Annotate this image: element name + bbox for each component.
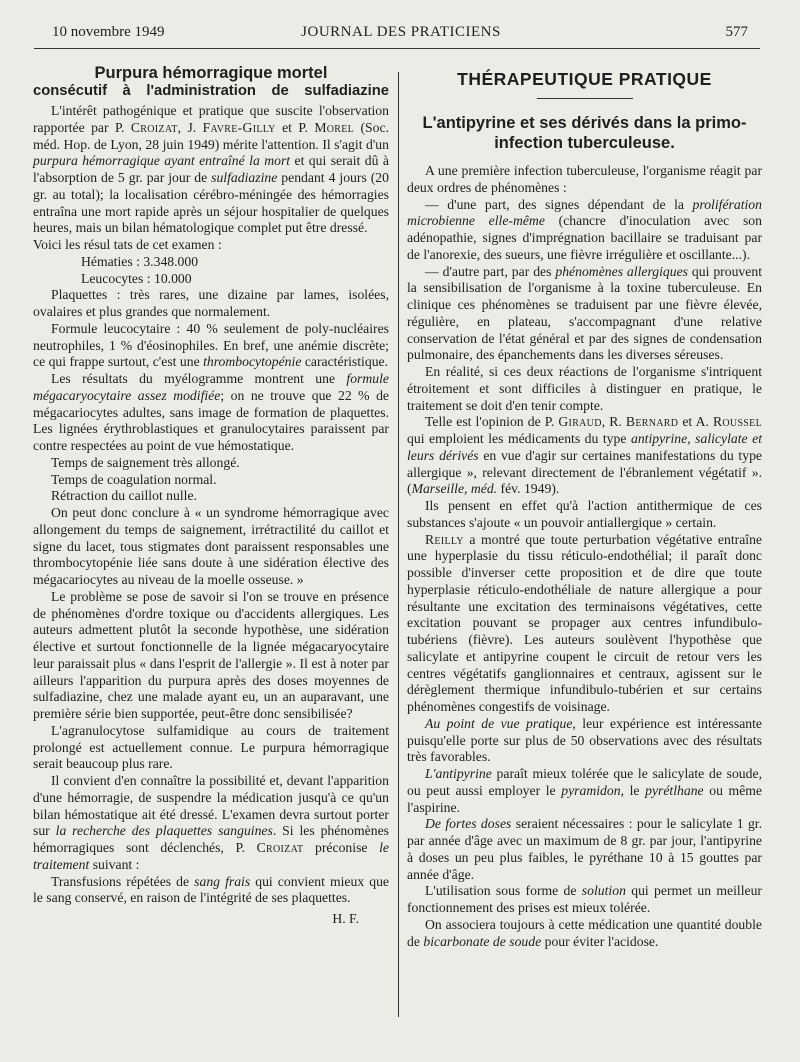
- right-column-article: [407, 64, 762, 950]
- right-paragraph-12: On associera toujours à cette médication une quantité double de bicarbonate de soude pour éviter l'acidose.: [407, 916, 762, 949]
- left-paragraph-6: Temps de saignement très allongé.: [51, 454, 240, 470]
- right-paragraph-1: A une première infection tuberculeuse, l'organisme réagit par deux ordres de phénomènes :: [407, 163, 762, 195]
- left-signature: H. F.: [332, 911, 359, 926]
- left-article-title: Purpura hémorragique mortel: [94, 64, 328, 82]
- header-journal-title: JOURNAL DES PRATICIENS: [301, 24, 501, 40]
- left-paragraph-4: Formule leucocytaire : 40 % seulement de poly-nucléaires neutrophiles, 1 % d'éosinophiles. En bref, une anémie discrète; ce qui frappe surtout, c'est une thrombocytopénie caractéristique.: [33, 320, 389, 370]
- right-paragraph-7: Reilly a montré que toute perturbation végétative entraîne une hyperplasie du tissu réticulo-endothélial; il paraît donc possible d'inverser cette proposition et de dire que toute hyperplasie réticulo-endothéliale de nature allergique a pour résultante une excitation des terminaisons végétatives, cette excitation pouvant se propager aux centres infundibulo-tubériens (fièvre). Les auteurs soulèvent l'hypothèse que salicylate et antipyrine coupent le circuit de retour vers les centres végétatifs ganglionnaires et centraux, agissent sur le dérèglement thermique infundibulo-tubérien et sur certains phénomènes congestifs de voisinage.: [407, 531, 762, 714]
- right-paragraph-2: — d'une part, des signes dépendant de la prolifération microbienne elle-même (chancre d'inoculation avec son adénopathie, signes d'imprégnation bacillaire se traduisant par de l'anorexie, des sueurs, une fièvre irrégulière et oscillante...).: [407, 196, 762, 262]
- left-paragraph-3: Plaquettes : très rares, une dizaine par lames, isolées, ovalaires et plus grandes que normalement.: [33, 287, 389, 319]
- left-hematies: Hématies : 3.348.000: [81, 253, 199, 269]
- right-article-title: L'antipyrine et ses dérivés dans la primo-infection tuberculeuse.: [422, 114, 747, 152]
- section-rule: [537, 98, 633, 99]
- right-paragraph-5: Telle est l'opinion de P. Giraud, R. Bernard et A. Roussel qui emploient les médicaments du type antipyrine, salicylate et leurs dérivés en vue d'agir sur certaines manifestations du type allergique », relevant directement de l'ébranlement végétatif ». (Marseille, méd. fév. 1949).: [407, 414, 762, 497]
- left-paragraph-10: Le problème se pose de savoir si l'on se trouve en présence de phénomènes d'ordre toxique ou d'accidents allergiques. Les auteurs admettent plutôt la seconde hypothèse, une sidération élective et surtout fonctionnelle de la lignée mégacaryocytaire leur paraissait plus « dans l'esprit de l'allergie ». Il est à noter par ailleurs l'apparition du purpura après des doses moyennes de sulfadiazine, chez une malade ayant eu, un an auparavant, une première série bien supportée, peut-être donc sensibilisée?: [33, 588, 389, 721]
- left-leucocytes: Leucocytes : 10.000: [81, 270, 192, 286]
- left-paragraph-9: On peut donc conclure à « un syndrome hémorragique avec allongement du temps de saignement, irrétractilité du caillot et signe du lacet, tous stigmates dont paraissent responsables une thrombocytopénie liée sans doute à une sidération élective des mégacariocytes au niveau de la moelle osseuse. »: [33, 505, 389, 587]
- running-header: [44, 24, 758, 46]
- right-paragraph-10: De fortes doses seraient nécessaires : pour le salicylate 1 gr. par année d'âge avec un maximum de 8 gr. par jour, l'antipyrine à doses un peu plus faibles, le pyréthane 10 à 15 gouttes par année d'âge.: [407, 816, 763, 882]
- left-column-article: [33, 64, 389, 928]
- right-paragraph-11: L'utilisation sous forme de solution qui permet un meilleur fonctionnement des prises est mieux tolérée.: [407, 883, 762, 915]
- right-paragraph-4: En réalité, si ces deux réactions de l'organisme s'intriquent étroitement et sont difficiles à distinguer en pratique, le traitement se doit d'en tenir compte.: [407, 364, 762, 413]
- left-paragraph-13: Transfusions répétées de sang frais qui convient mieux que le sang conservé, en raison de l'intégrité de ses plaquettes.: [33, 873, 389, 906]
- left-paragraph-1: L'intérêt pathogénique et pratique que suscite l'observation rapportée par P. Croizat, J. Favre-Gilly et P. Morel (Soc. méd. Hop. de Lyon, 28 juin 1949) mérite l'attention. Il s'agit d'un purpura hémorragique ayant entraîné la mort et qui serait dû à l'absorption de 5 gr. par jour de sulfadiazine pendant 4 jours (20 gr. au total); la localisation cérébro-méningée des hémorragies entraîna une mort rapide après un séjour hospitalier de quelques heures, mais un bilan hématologique complet put être dressé.: [33, 103, 390, 236]
- header-rule: [34, 48, 760, 49]
- left-paragraph-12: Il convient d'en connaître la possibilité et, devant l'apparition d'une hémorragie, de suspendre la médication jusqu'à ce qu'un bilan hémostatique ait été dressé. L'examen devra surtout porter sur la recherche des plaquettes sanguines. Si les phénomènes hémorragiques sont déclenchés, P. Croizat préconise le traitement suivant :: [33, 773, 389, 872]
- left-paragraph-5: Les résultats du myélogramme montrent une formule mégacaryocytaire assez modifiée; on ne trouve que 22 % de mégacariocytes adultes, sans image de formation de plaquettes. Les lignées érythroblastiques et granulocytaires paraissent par contre respectées au point de vue hémostatique.: [33, 371, 389, 453]
- right-paragraph-8: Au point de vue pratique, leur expérience est intéressante puisqu'elle porte sur plus de 50 observations avec des résultats très favorables.: [407, 715, 762, 765]
- left-paragraph-8: Rétraction du caillot nulle.: [51, 488, 197, 504]
- header-date: 10 novembre 1949: [52, 24, 165, 40]
- right-paragraph-9: L'antipyrine paraît mieux tolérée que le salicylate de soude, ou peut aussi employer le pyramidon, le pyrétlhane ou même l'aspirine.: [407, 766, 762, 815]
- right-paragraph-6: Ils pensent en effet qu'à l'action antithermique de ces substances s'ajoute « un pouvoir antiallergique » certain.: [407, 498, 762, 530]
- right-section-heading: THÉRAPEUTIQUE PRATIQUE: [457, 69, 712, 89]
- header-page-number: 577: [725, 24, 748, 40]
- column-divider: [398, 72, 399, 1017]
- right-paragraph-3: — d'autre part, par des phénomènes allergiques qui prouvent la sensibilisation de l'organisme à la toxine tuberculeuse. En clinique ces phénomènes se traduisent par une fièvre élevée, régulière, en plateau, s'accompagnant d'une relative conservation de l'état général et par des signes de condensation pulmonaire, des épanchements dans les diverses séreuses.: [407, 263, 762, 363]
- left-paragraph-2: Voici les résul tats de cet examen :: [33, 237, 222, 252]
- left-article-subtitle: consécutif à l'administration de sulfadiazine: [33, 83, 389, 99]
- left-paragraph-11: L'agranulocytose sulfamidique au cours de traitement prolongé est actuellement connue. Le purpura hémorragique serait beaucoup plus rare.: [33, 722, 389, 772]
- left-paragraph-7: Temps de coagulation normal.: [51, 471, 217, 487]
